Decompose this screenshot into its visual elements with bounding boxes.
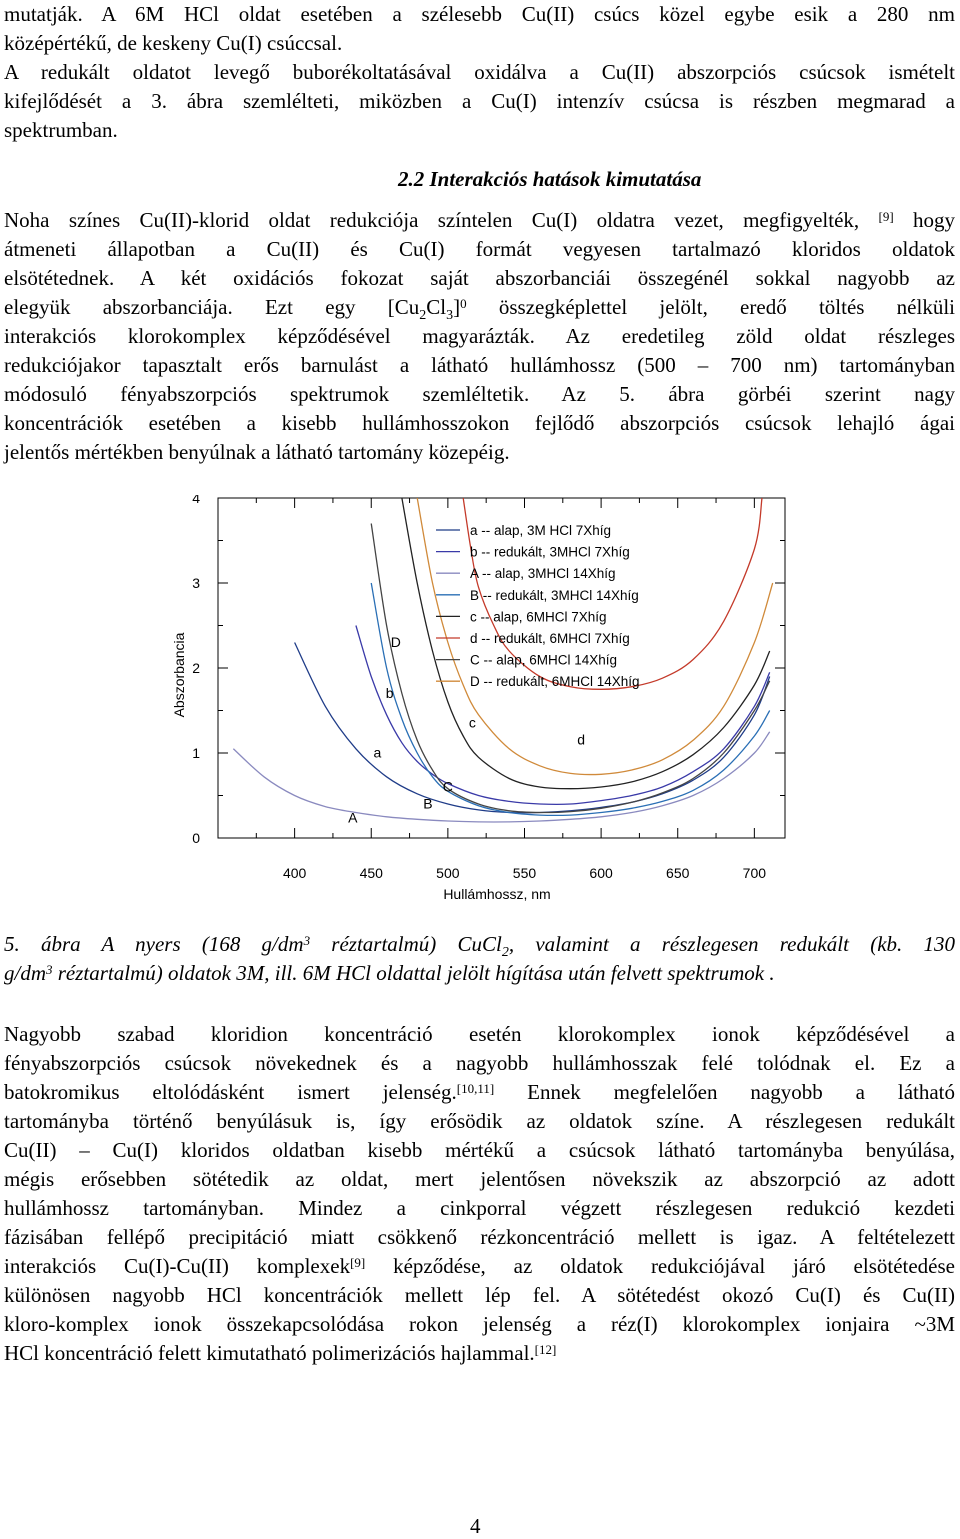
para-line: mégis erősebben sötétedik az oldat, mert jelentősen növekszik az abszorpció az adott <box>4 1167 955 1191</box>
citation: [10,11] <box>456 1081 495 1096</box>
figure-caption <box>4 930 955 988</box>
x-axis-label: Hullámhossz, nm <box>443 886 551 902</box>
caption-text: g/dm <box>4 961 46 985</box>
curve-label-b: b <box>385 684 394 701</box>
subscript: 2 <box>419 308 427 322</box>
legend-entry-d: d -- redukált, 6MHCl 7Xhíg <box>470 631 630 646</box>
para-line: Nagyobb szabad kloridion koncentráció esetén klorokomplex ionok képződésével a <box>4 1022 955 1046</box>
para-line: különösen nagyobb HCl koncentrációk mellett lép fel. A sötétedést okozó Cu(I) és Cu(II) <box>4 1283 955 1307</box>
para-line <box>4 206 955 235</box>
para-text: Cl <box>426 295 447 319</box>
para-line: átmeneti állapotban a Cu(II) és Cu(I) formát vegyesen tartalmazó kloridos oldatok <box>4 237 955 261</box>
y-tick-label: 3 <box>192 575 200 591</box>
curve-label-C: C <box>442 778 453 795</box>
legend-entry-B: B -- redukált, 3MHCl 14Xhíg <box>470 587 639 603</box>
curve-label-D: D <box>390 633 401 650</box>
citation: [9] <box>350 1255 366 1270</box>
curve-label-a: a <box>373 744 382 761</box>
legend-entry-C: C -- alap, 6MHCl 14Xhíg <box>470 652 618 668</box>
subscript: 3 <box>446 308 454 322</box>
para-line: Cu(II) – Cu(I) kloridos oldatban kisebb mértékű a csúcsok látható tartományba benyúlása, <box>4 1138 955 1162</box>
para-line: kloro-komplex ionok összekapcsolódása rokon jelenség a réz(I) klorokomplex ionjaira ~3M <box>4 1312 955 1336</box>
para-text: hogy <box>913 208 955 232</box>
caption-text: , valamint a részlegesen redukált (kb. 130 <box>508 932 955 956</box>
para-text: batokromikus eltolódásként ismert jelenség. <box>4 1080 457 1104</box>
para-text: Ennek megfelelően nagyobb a látható <box>494 1080 955 1104</box>
legend-entry-A: A -- alap, 3MHCl 14Xhíg <box>470 566 616 582</box>
spectrum-chart-svg <box>160 495 800 905</box>
y-tick-label: 0 <box>192 830 200 846</box>
intro-line: spektrumban. <box>4 118 118 142</box>
plot-area <box>192 495 785 881</box>
section-heading: 2.2 Interakciós hatások kimutatása <box>398 167 702 191</box>
para-line: koncentrációk esetében a kisebb hullámhosszokon fejlődő abszorpciós csúcsok lehajló ágai <box>4 411 955 435</box>
curve-label-d: d <box>577 731 586 748</box>
intro-line: középértékű, de keskeny Cu(I) csúccsal. <box>4 31 343 55</box>
citation: [9] <box>878 209 894 224</box>
para-line: tartományba történő benyúlásuk is, így erősödik az oldatok színe. A részlegesen redukált <box>4 1109 955 1133</box>
para-text: összegképlettel jelölt, eredő töltés nélküli <box>498 295 955 319</box>
x-tick-label: 500 <box>436 865 460 881</box>
para-line: jelentős mértékben benyúlnak a látható tartomány közepéig. <box>4 440 510 464</box>
curve-label-B: B <box>423 795 433 812</box>
x-tick-label: 700 <box>742 865 767 881</box>
curve-label-c: c <box>468 714 476 731</box>
y-axis-label: Abszorbancia <box>171 632 187 718</box>
superscript: 3 <box>46 962 53 977</box>
y-tick-label: 2 <box>192 660 200 676</box>
curve-label-A: A <box>348 809 358 826</box>
intro-line: mutatják. A 6M HCl oldat esetében a szélesebb Cu(II) csúcs közel egybe esik a 280 nm <box>4 2 955 26</box>
caption-line <box>4 959 955 988</box>
subscript: 2 <box>501 945 509 959</box>
para-line: elsötétednek. A két oxidációs fokozat saját abszorbanciái összegénél sokkal nagyobb az <box>4 266 955 290</box>
para-line: redukciójakor tapasztalt erős barnulást a látható hullámhossz (500 – 700 nm) tartományban <box>4 353 955 377</box>
para-text: Noha színes Cu(II)-klorid oldat redukciója színtelen Cu(I) oldatra vezet, megfigyelték, <box>4 208 860 232</box>
legend-entry-c: c -- alap, 6MHCl 7Xhíg <box>470 609 607 625</box>
para-line: hullámhossz tartományban. Mindez a cinkporral végzett részlegesen redukció kezdeti <box>4 1196 955 1220</box>
y-tick-label: 4 <box>192 495 200 506</box>
para-line <box>4 293 955 322</box>
superscript: 3 <box>303 933 311 948</box>
para-line <box>4 1339 955 1368</box>
paragraph-batokrom <box>4 1020 955 1368</box>
series-line-A <box>233 732 769 822</box>
para-text: ] <box>453 295 461 319</box>
caption-text: réztartalmú) oldatok 3M, ill. 6M HCl oldattal jelölt hígítása után felvett spektrumok . <box>52 961 775 985</box>
x-tick-label: 400 <box>282 865 307 881</box>
superscript: 0 <box>460 296 467 311</box>
para-text: interakciós Cu(I)-Cu(II) komplexek <box>4 1254 351 1278</box>
para-text: elegyük abszorbanciája. Ezt egy [Cu <box>4 295 420 319</box>
caption-line <box>4 930 955 959</box>
legend-entry-b: b -- redukált, 3MHCl 7Xhíg <box>470 544 630 560</box>
para-line: fényabszorpciós csúcsok növekednek és a nagyobb hullámhosszak felé tolódnak el. Ez a <box>4 1051 955 1075</box>
caption-text: réztartalmú) CuCl <box>310 932 502 956</box>
para-text: képződése, az oldatok redukciójával járó elsötétedése <box>365 1254 955 1278</box>
intro-line: kifejlődését a 3. ábra szemlélteti, miközben a Cu(I) intenzív csúcsa is részben megmarad a <box>4 89 955 113</box>
x-tick-label: 650 <box>666 865 690 881</box>
para-line <box>4 1252 955 1281</box>
intro-paragraph <box>4 0 955 145</box>
spectrum-chart <box>160 495 800 905</box>
page-number: 4 <box>470 1514 481 1538</box>
para-line <box>4 1078 955 1107</box>
citation: [12] <box>534 1342 557 1357</box>
para-line: módosuló fényabszorpciós spektrumok szemléltetik. Az 5. ábra görbéi szerint nagy <box>4 382 955 406</box>
paragraph-interakcio <box>4 206 955 467</box>
y-tick-label: 1 <box>192 745 200 761</box>
intro-line: A redukált oldatot levegő buborékoltatásával oxidálva a Cu(II) abszorpciós csúcsok ismételt <box>4 60 955 84</box>
legend-entry-a: a -- alap, 3M HCl 7Xhíg <box>470 523 612 538</box>
caption-text: 5. ábra A nyers (168 g/dm <box>4 932 304 956</box>
para-line: interakciós klorokomplex képződésével magyarázták. Az eredetileg zöld oldat részleges <box>4 324 955 348</box>
legend-entry-D: D -- redukált, 6MHCl 14Xhíg <box>470 674 640 690</box>
x-tick-label: 550 <box>512 865 537 881</box>
para-text: HCl koncentráció felett kimutatható polimerizációs hajlammal. <box>4 1341 535 1365</box>
x-tick-label: 450 <box>359 865 383 881</box>
x-tick-label: 600 <box>589 865 613 881</box>
para-line: fázisában fellépő precipitáció miatt csökkenő rézkoncentráció mellett is igaz. A feltételezett <box>4 1225 955 1249</box>
